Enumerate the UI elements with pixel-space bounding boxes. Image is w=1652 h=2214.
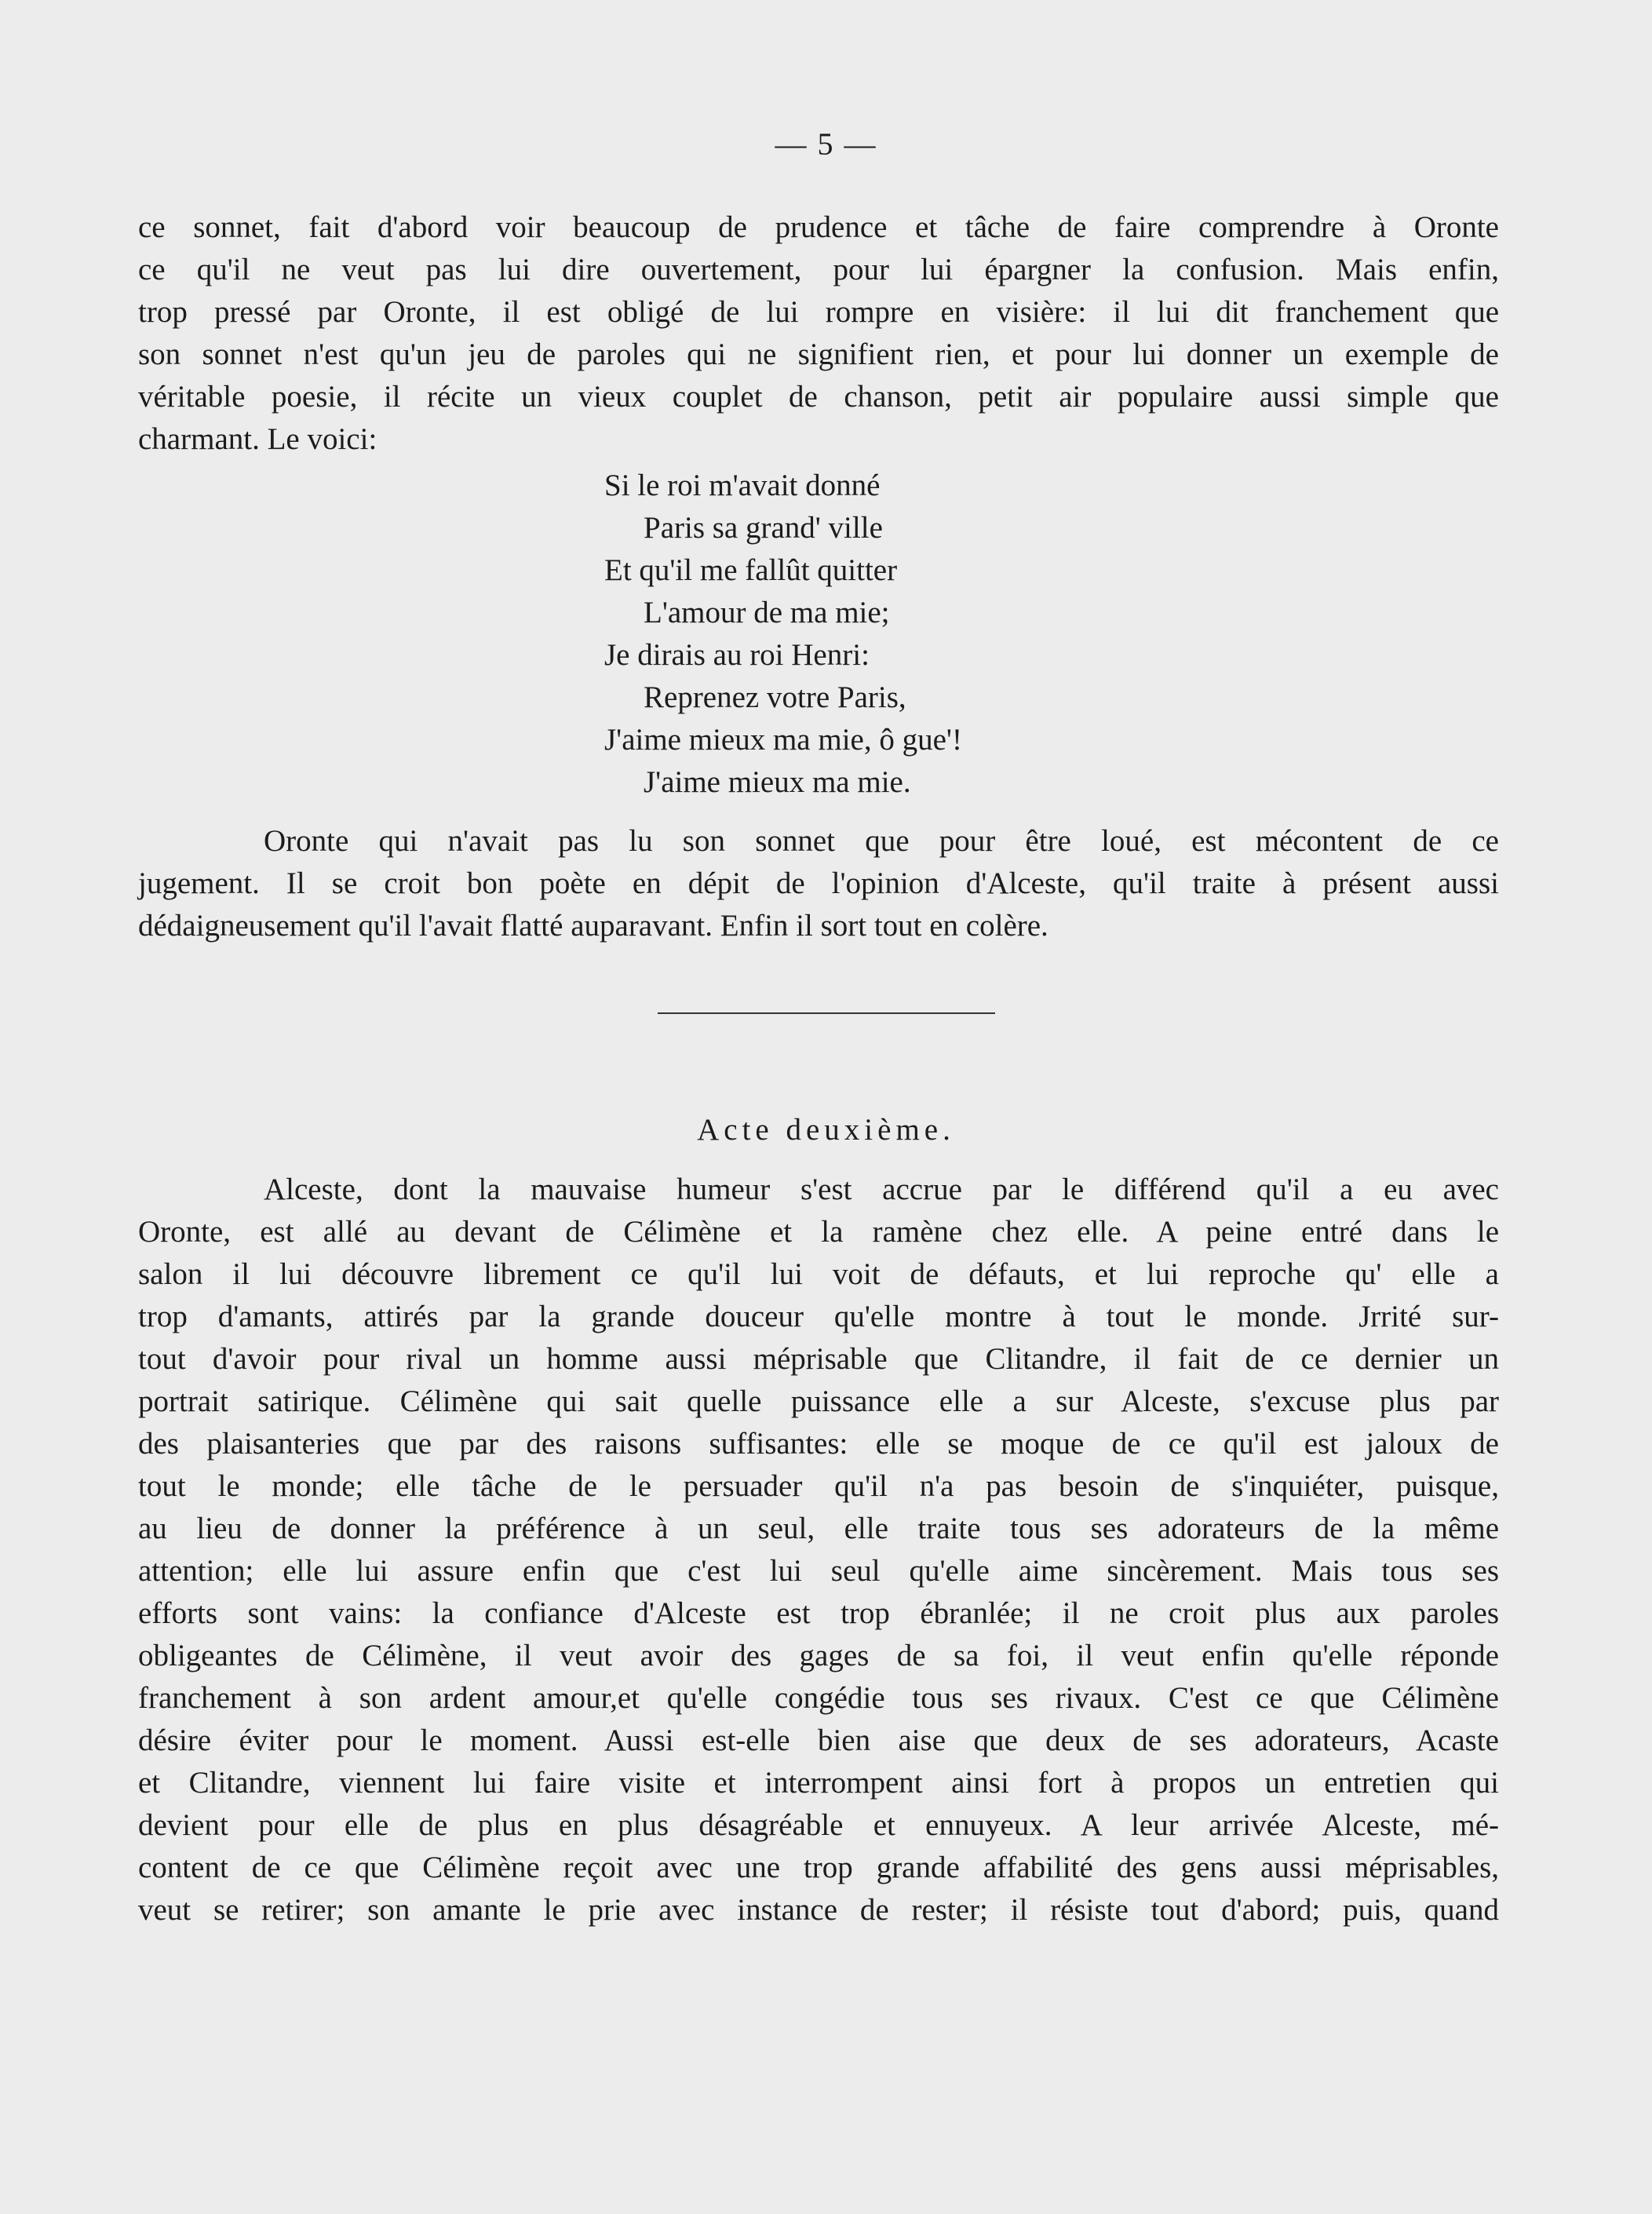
text-line: salon il lui découvre librement ce qu'il lui voit de défauts, et lui reproche qu' elle a — [138, 1257, 1499, 1291]
verse-line: J'aime mieux ma mie, ô gue'! — [604, 723, 962, 757]
text-line: content de ce que Célimène reçoit avec une trop grande affabilité des gens aussi méprisables, — [138, 1851, 1499, 1884]
verse-line: L'amour de ma mie; — [644, 596, 890, 629]
page-number: — 5 — — [775, 126, 877, 162]
verse-block — [604, 465, 1154, 804]
text-line: charmant. Le voici: — [138, 422, 377, 456]
paragraph-2 — [138, 820, 1499, 947]
text-line: obligeantes de Célimène, il veut avoir des gages de sa foi, il veut enfin qu'elle réponde — [138, 1639, 1499, 1672]
text-line: véritable poesie, il récite un vieux couplet de chanson, petit air populaire aussi simple que — [138, 380, 1499, 414]
text-line: jugement. Il se croit bon poète en dépit de l'opinion d'Alceste, qu'il traite à présent aussi — [138, 866, 1499, 900]
text-line: dédaigneusement qu'il l'avait flatté auparavant. Enfin il sort tout en colère. — [138, 909, 1048, 943]
text-line: et Clitandre, viennent lui faire visite et interrompent ainsi fort à propos un entretien qui — [138, 1766, 1499, 1800]
text-line: portrait satirique. Célimène qui sait quelle puissance elle a sur Alceste, s'excuse plus par — [138, 1384, 1499, 1418]
paragraph-3 — [138, 1169, 1499, 1931]
verse-line: J'aime mieux ma mie. — [644, 765, 911, 799]
text-line: Alceste, dont la mauvaise humeur s'est accrue par le différend qu'il a eu avec — [264, 1173, 1499, 1206]
text-line: efforts sont vains: la confiance d'Alceste est trop ébranlée; il ne croit plus aux paroles — [138, 1596, 1499, 1630]
verse-line: Paris sa grand' ville — [644, 511, 883, 545]
text-line: des plaisanteries que par des raisons suffisantes: elle se moque de ce qu'il est jaloux de — [138, 1427, 1499, 1461]
verse-line: Reprenez votre Paris, — [644, 680, 906, 714]
text-line: Oronte qui n'avait pas lu son sonnet que pour être loué, est mécontent de ce — [264, 824, 1499, 858]
section-heading: Acte deuxième. — [697, 1113, 955, 1147]
text-line: trop pressé par Oronte, il est obligé de lui rompre en visière: il lui dit franchement que — [138, 295, 1499, 329]
text-line: désire éviter pour le moment. Aussi est-elle bien aise que deux de ses adorateurs, Acaste — [138, 1723, 1499, 1757]
text-line: au lieu de donner la préférence à un seul, elle traite tous ses adorateurs de la même — [138, 1512, 1499, 1545]
text-line: franchement à son ardent amour,et qu'elle congédie tous ses rivaux. C'est ce que Célimène — [138, 1681, 1499, 1715]
text-line: trop d'amants, attirés par la grande douceur qu'elle montre à tout le monde. Jrrité sur- — [138, 1300, 1499, 1333]
text-line: son sonnet n'est qu'un jeu de paroles qui ne signifient rien, et pour lui donner un exemple de — [138, 337, 1499, 371]
section-divider — [658, 1012, 995, 1014]
text-line: ce sonnet, fait d'abord voir beaucoup de prudence et tâche de faire comprendre à Oronte — [138, 210, 1499, 244]
text-line: veut se retirer; son amante le prie avec instance de rester; il résiste tout d'abord; puis, quand — [138, 1893, 1499, 1927]
text-line: attention; elle lui assure enfin que c'est lui seul qu'elle aime sincèrement. Mais tous ses — [138, 1554, 1499, 1588]
verse-line: Si le roi m'avait donné — [604, 469, 881, 502]
verse-line: Et qu'il me fallût quitter — [604, 553, 898, 587]
text-line: tout le monde; elle tâche de le persuader qu'il n'a pas besoin de s'inquiéter, puisque, — [138, 1469, 1499, 1503]
text-line: ce qu'il ne veut pas lui dire ouvertement, pour lui épargner la confusion. Mais enfin, — [138, 253, 1499, 286]
text-line: devient pour elle de plus en plus désagréable et ennuyeux. A leur arrivée Alceste, mé- — [138, 1808, 1499, 1842]
text-line: tout d'avoir pour rival un homme aussi méprisable que Clitandre, il fait de ce dernier un — [138, 1342, 1499, 1376]
paragraph-1 — [138, 206, 1499, 461]
verse-line: Je dirais au roi Henri: — [604, 638, 870, 672]
text-line: Oronte, est allé au devant de Célimène et la ramène chez elle. A peine entré dans le — [138, 1215, 1499, 1249]
